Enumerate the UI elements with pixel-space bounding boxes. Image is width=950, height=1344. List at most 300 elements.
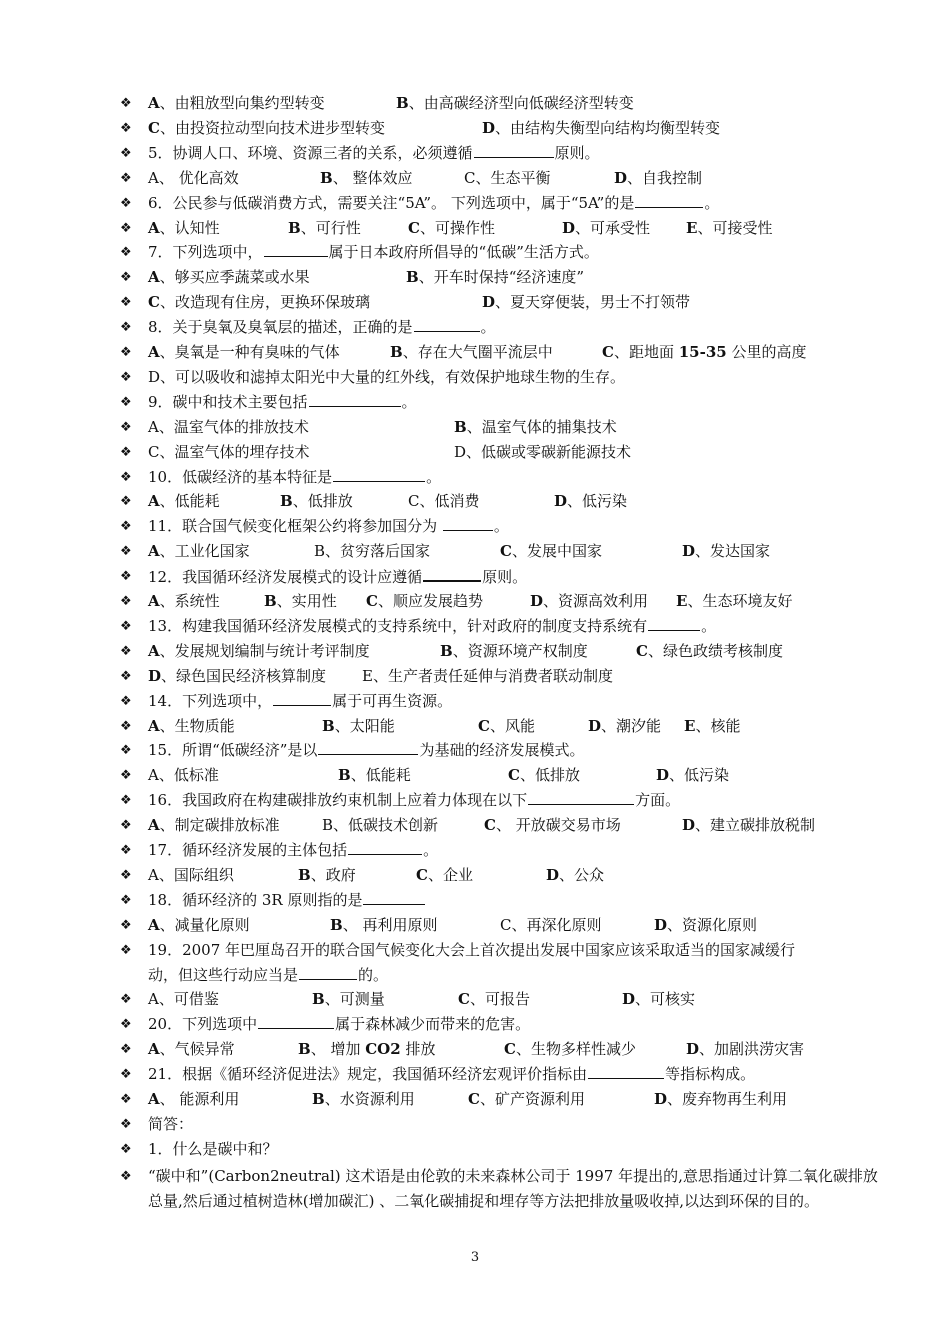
option-item xyxy=(312,987,385,1012)
option-label: D xyxy=(148,367,161,386)
option-item xyxy=(682,539,770,564)
answer-blank xyxy=(258,1012,334,1029)
bullet-icon: ❖ xyxy=(120,917,132,933)
option-item xyxy=(148,290,370,315)
question-tail: 属于森林减少而带来的危害。 xyxy=(335,1015,531,1034)
bullet-icon: ❖ xyxy=(120,668,132,684)
option-item xyxy=(504,1037,636,1062)
option-item xyxy=(656,763,729,788)
option-item xyxy=(314,539,430,564)
option-text: 、 再利用原则 xyxy=(342,915,438,934)
bullet-icon: ❖ xyxy=(120,96,132,111)
option-label: C xyxy=(636,641,648,660)
option-label: A xyxy=(148,94,160,112)
bullet-icon: ❖ xyxy=(120,1017,132,1033)
bullet-icon: ❖ xyxy=(120,892,132,908)
option-label: A xyxy=(148,168,159,187)
question-line xyxy=(120,365,880,390)
question-stem: 20．下列选项中 xyxy=(148,1015,258,1034)
question-line xyxy=(120,166,880,191)
option-item xyxy=(622,987,695,1012)
question-stem: 15．所谓“低碳经济”是以 xyxy=(148,741,318,760)
bullet-icon: ❖ xyxy=(120,1067,132,1083)
bullet-icon: ❖ xyxy=(120,768,132,784)
option-label: B xyxy=(322,716,335,735)
option-bold-text: 15-35 xyxy=(678,343,727,361)
option-text: 、存在大气圈平流层中 xyxy=(402,343,553,361)
question-line xyxy=(120,1112,880,1137)
bullet-icon: ❖ xyxy=(120,1168,132,1184)
question-stem: 1．什么是碳中和？ xyxy=(148,1139,278,1158)
option-item xyxy=(366,589,483,614)
option-label: B xyxy=(298,1040,311,1059)
option-text: 、可操作性 xyxy=(419,218,495,237)
answer-blank xyxy=(528,788,634,805)
option-label: C xyxy=(468,1090,480,1108)
option-label: D xyxy=(588,716,602,735)
option-text: 、加剧洪涝灾害 xyxy=(699,1040,805,1059)
option-text: 、由高碳经济型向低碳经济型转变 xyxy=(408,94,634,112)
question-stem: 动，但这些行动应当是 xyxy=(148,965,299,984)
option-text: 、认知性 xyxy=(159,218,220,237)
question-line xyxy=(120,987,880,1012)
option-text: 、制定碳排放标准 xyxy=(159,816,280,835)
option-bold-text: CO2 xyxy=(365,1040,401,1059)
answer-blank xyxy=(299,963,357,980)
question-stem: 5．协调人口、环境、资源三者的关系，必须遵循 xyxy=(148,143,473,162)
option-text: 、低污染 xyxy=(567,492,628,511)
option-label: D xyxy=(562,218,576,237)
option-text: 、废弃物再生利用 xyxy=(667,1090,788,1108)
answer-blank xyxy=(443,514,493,531)
option-label: D xyxy=(654,915,668,934)
question-tail: 为基础的经济发展模式。 xyxy=(419,741,585,760)
option-label: A xyxy=(148,816,160,835)
option-item xyxy=(148,813,280,838)
question-text xyxy=(148,1012,880,1037)
question-text xyxy=(148,1112,880,1137)
option-item xyxy=(602,340,807,365)
option-text: 、 能源利用 xyxy=(159,1090,240,1108)
option-label: B xyxy=(320,168,333,187)
option-text: 、生产者责任延伸与消费者联动制度 xyxy=(372,666,613,685)
option-label: A xyxy=(148,492,160,511)
option-text: 、企业 xyxy=(427,865,473,884)
option-label: C xyxy=(478,716,490,735)
bullet-icon: ❖ xyxy=(120,369,132,385)
question-stem: 17．循环经济发展的主体包括 xyxy=(148,841,348,859)
option-text: 、资源化原则 xyxy=(667,915,758,934)
option-item xyxy=(484,813,621,838)
question-text xyxy=(148,963,880,988)
question-line xyxy=(120,1137,880,1162)
answer-blank xyxy=(588,1062,664,1079)
option-text: 、发展中国家 xyxy=(511,542,602,561)
option-label: D xyxy=(148,666,162,685)
question-text xyxy=(148,191,880,216)
bullet-icon: ❖ xyxy=(120,295,132,311)
question-line xyxy=(120,963,880,988)
question-text xyxy=(148,390,880,415)
option-text: 、温室气体的埋存技术 xyxy=(159,442,310,461)
question-text xyxy=(148,514,880,539)
option-label: B xyxy=(298,865,311,884)
bullet-icon: ❖ xyxy=(120,419,132,435)
option-label: A xyxy=(148,592,160,610)
option-label: C xyxy=(408,492,420,511)
question-tail: 的。 xyxy=(358,965,389,984)
option-item xyxy=(148,863,234,888)
question-line xyxy=(120,465,880,490)
option-item xyxy=(148,116,385,141)
question-line xyxy=(120,340,880,365)
bullet-icon: ❖ xyxy=(120,992,132,1008)
option-label: C xyxy=(408,218,420,237)
option-label: E xyxy=(686,218,698,237)
option-text: 、水资源利用 xyxy=(324,1090,415,1108)
question-stem: 12．我国循环经济发展模式的设计应遵循 xyxy=(148,568,423,587)
option-label: A xyxy=(148,1090,160,1108)
option-label: D xyxy=(656,766,670,785)
option-label: B xyxy=(338,766,351,785)
option-text-tail: 排放 xyxy=(400,1040,436,1059)
option-text: 、太阳能 xyxy=(334,716,395,735)
option-item xyxy=(530,589,648,614)
option-item xyxy=(508,763,580,788)
question-line xyxy=(120,1062,880,1087)
option-item xyxy=(390,340,553,365)
option-item xyxy=(148,1037,235,1062)
bullet-icon: ❖ xyxy=(120,195,132,211)
option-item xyxy=(148,664,326,689)
option-text: 、实用性 xyxy=(276,592,337,610)
question-line xyxy=(120,91,880,116)
option-item xyxy=(684,714,740,739)
option-text: 、温室气体的排放技术 xyxy=(158,417,309,436)
question-line xyxy=(120,265,880,290)
option-text: 、 增加 xyxy=(310,1040,366,1059)
option-text: 、 整体效应 xyxy=(332,168,413,187)
option-text: 、由结构失衡型向结构均衡型转变 xyxy=(495,118,721,137)
question-tail: 。 xyxy=(401,392,417,411)
option-text: 、臭氧是一种有臭味的气体 xyxy=(159,343,340,361)
option-item xyxy=(478,714,535,739)
option-item xyxy=(338,763,411,788)
option-label: D xyxy=(482,293,496,312)
option-item xyxy=(148,216,220,241)
option-label: B xyxy=(264,592,277,610)
option-item xyxy=(454,440,631,465)
option-text: 、低能耗 xyxy=(350,766,411,785)
option-label: B xyxy=(330,915,343,934)
bullet-icon: ❖ xyxy=(120,494,132,510)
option-text: 、生态环境友好 xyxy=(687,592,793,610)
option-text: 、可核实 xyxy=(635,990,696,1009)
question-text xyxy=(148,838,880,863)
option-text: 、改造现有住房，更换环保玻璃 xyxy=(159,293,370,312)
answer-blank xyxy=(363,888,425,905)
question-line xyxy=(120,216,880,241)
option-text: 、低排放 xyxy=(519,766,580,785)
question-line xyxy=(120,589,880,614)
option-text-tail: 公里的高度 xyxy=(726,343,807,361)
option-label: A xyxy=(148,268,160,287)
option-text: 、绿色政绩考核制度 xyxy=(647,641,783,660)
option-item xyxy=(148,166,239,191)
option-label: D xyxy=(482,118,496,137)
option-text: 、气候异常 xyxy=(159,1040,235,1059)
option-item xyxy=(298,863,356,888)
option-item xyxy=(396,91,634,116)
option-label: B xyxy=(322,816,334,835)
option-label: A xyxy=(148,716,160,735)
option-label: B xyxy=(396,94,409,112)
question-stem: 11．联合国气候变化框架公约将参加国分为 xyxy=(148,517,442,536)
option-text: 、发达国家 xyxy=(695,542,771,561)
option-label: D xyxy=(654,1090,668,1108)
option-label: C xyxy=(148,118,160,137)
question-tail: 。 xyxy=(493,517,509,536)
answer-blank xyxy=(333,465,425,482)
question-stem: 19．2007 年巴厘岛召开的联合国气候变化大会上首次提出发展中国家应该采取适当的国家减缓行 xyxy=(148,940,796,959)
option-item xyxy=(408,216,495,241)
option-label: A xyxy=(148,990,159,1009)
option-item xyxy=(264,589,337,614)
question-line xyxy=(120,788,880,813)
option-label: C xyxy=(148,293,160,312)
option-text: 、温室气体的捕集技术 xyxy=(466,417,617,436)
option-text: 、可行性 xyxy=(300,218,361,237)
option-item xyxy=(500,539,602,564)
option-text: 、工业化国家 xyxy=(159,542,250,561)
question-tail: 原则。 xyxy=(482,568,528,587)
bullet-icon: ❖ xyxy=(120,1042,132,1058)
option-item xyxy=(482,116,720,141)
question-line xyxy=(120,763,880,788)
option-item xyxy=(330,913,437,938)
option-text: 、可以吸收和滤掉太阳光中大量的红外线，有效保护地球生物的生存。 xyxy=(160,367,626,386)
bullet-icon: ❖ xyxy=(120,718,132,734)
bullet-icon: ❖ xyxy=(120,1116,132,1132)
question-stem: 21．根据《循环经济促进法》规定，我国循环经济宏观评价指标由 xyxy=(148,1065,588,1084)
question-stem: 14．下列选项中， xyxy=(148,691,273,710)
option-text: 、可借鉴 xyxy=(158,990,219,1009)
question-tail: 等指标构成。 xyxy=(665,1065,756,1084)
bullet-icon: ❖ xyxy=(120,743,132,759)
bullet-icon: ❖ xyxy=(120,693,132,709)
answer-paragraph xyxy=(120,1164,890,1214)
option-text: 、贫穷落后国家 xyxy=(325,542,431,561)
option-item xyxy=(500,913,602,938)
question-line xyxy=(120,1037,880,1062)
option-label: C xyxy=(508,766,520,785)
option-text: 、政府 xyxy=(310,865,356,884)
option-label: A xyxy=(148,865,159,884)
bullet-icon: ❖ xyxy=(120,270,132,286)
question-stem: 6．公民参与低碳消费方式，需要关注“5A”。 下列选项中，属于“5A”的是 xyxy=(148,193,635,212)
option-text: 、可接受性 xyxy=(697,218,773,237)
option-item xyxy=(280,489,353,514)
option-text: 、低消费 xyxy=(419,492,480,511)
option-item xyxy=(654,913,757,938)
question-tail: 。 xyxy=(704,193,720,212)
option-text: 、低碳或零碳新能源技术 xyxy=(466,442,632,461)
question-text xyxy=(148,465,880,490)
bullet-icon: ❖ xyxy=(120,519,132,535)
option-text: 、低能耗 xyxy=(159,492,220,511)
option-text: 、核能 xyxy=(695,716,741,735)
answer-blank xyxy=(423,564,481,582)
option-text: 、系统性 xyxy=(159,592,220,610)
option-text: 、低排放 xyxy=(292,492,353,511)
bullet-icon: ❖ xyxy=(120,793,132,809)
option-text: 、减量化原则 xyxy=(159,915,250,934)
bullet-icon: ❖ xyxy=(120,120,132,136)
option-item xyxy=(440,639,588,664)
question-line xyxy=(120,1012,880,1037)
option-label: B xyxy=(440,641,453,660)
option-label: C xyxy=(602,343,614,361)
question-stem: 13．构建我国循环经济发展模式的支持系统中，针对政府的制度支持系统有 xyxy=(148,616,648,635)
option-item xyxy=(408,489,480,514)
question-text xyxy=(148,938,880,963)
option-text: 、绿色国民经济核算制度 xyxy=(161,666,327,685)
option-text: 、低碳技术创新 xyxy=(333,816,439,835)
option-item xyxy=(288,216,361,241)
option-text: 、矿产资源利用 xyxy=(479,1090,585,1108)
option-label: C xyxy=(366,592,378,610)
option-label: E xyxy=(684,716,696,735)
question-stem: 18．循环经济的 3R 原则指的是 xyxy=(148,890,363,909)
option-item xyxy=(676,589,792,614)
question-text xyxy=(148,788,880,813)
option-label: A xyxy=(148,417,159,436)
question-text xyxy=(148,689,880,714)
option-text: 、公众 xyxy=(559,865,605,884)
option-text: 、 开放碳交易市场 xyxy=(495,816,621,835)
answer-blank xyxy=(273,689,331,706)
option-label: B xyxy=(454,417,467,436)
option-item xyxy=(416,863,473,888)
option-text: 、低标准 xyxy=(158,766,219,785)
question-line xyxy=(120,440,880,465)
option-text: 、可承受性 xyxy=(575,218,651,237)
question-line xyxy=(120,863,880,888)
question-line xyxy=(120,315,880,340)
question-line xyxy=(120,689,880,714)
bullet-icon: ❖ xyxy=(120,145,132,161)
bullet-icon: ❖ xyxy=(120,220,132,236)
option-item xyxy=(322,714,395,739)
option-text: 、可报告 xyxy=(469,990,530,1009)
bullet-icon: ❖ xyxy=(120,444,132,460)
option-text: 、生态平衡 xyxy=(475,168,551,187)
option-label: B xyxy=(288,218,301,237)
bullet-icon: ❖ xyxy=(120,843,132,858)
question-line xyxy=(120,838,880,863)
bullet-icon: ❖ xyxy=(120,569,132,585)
option-label: C xyxy=(504,1040,516,1059)
bullet-icon: ❖ xyxy=(120,818,132,834)
option-item xyxy=(148,1087,239,1112)
option-item xyxy=(654,1087,787,1112)
option-label: C xyxy=(500,915,512,934)
answer-blank xyxy=(474,141,554,158)
question-tail: 方面。 xyxy=(635,791,681,810)
option-text: 、再深化原则 xyxy=(511,915,602,934)
option-item xyxy=(320,166,412,191)
option-item xyxy=(464,166,551,191)
question-line xyxy=(120,141,880,166)
question-line xyxy=(120,116,880,141)
bullet-icon: ❖ xyxy=(120,1141,132,1157)
question-tail: 属于日本政府所倡导的“低碳”生活方式。 xyxy=(328,243,599,262)
option-label: E xyxy=(676,592,688,610)
bullet-icon: ❖ xyxy=(120,345,132,360)
answer-blank xyxy=(309,390,401,407)
answer-blank xyxy=(648,614,700,631)
question-text xyxy=(148,888,880,913)
option-label: B xyxy=(280,492,293,511)
option-text: 、资源环境产权制度 xyxy=(452,641,588,660)
option-item xyxy=(686,216,772,241)
option-item xyxy=(686,1037,804,1062)
option-label: D xyxy=(622,990,636,1009)
question-text xyxy=(148,240,880,265)
question-line xyxy=(120,938,880,963)
answer-blank xyxy=(635,191,703,208)
option-text: 、 优化高效 xyxy=(158,168,239,187)
question-tail: 。 xyxy=(423,841,439,859)
option-text: 、开车时保持“经济速度” xyxy=(418,268,585,287)
option-label: B xyxy=(312,1090,325,1108)
option-label: D xyxy=(682,816,696,835)
option-item xyxy=(148,415,309,440)
option-text: 、生物多样性减少 xyxy=(515,1040,636,1059)
option-label: D xyxy=(614,168,628,187)
option-item xyxy=(546,863,604,888)
option-text: 、顺应发展趋势 xyxy=(377,592,483,610)
option-text: 、由粗放型向集约型转变 xyxy=(159,94,325,112)
bullet-icon: ❖ xyxy=(120,867,132,883)
question-line xyxy=(120,564,880,589)
option-text: 、可测量 xyxy=(324,990,385,1009)
option-label: B xyxy=(314,542,326,561)
option-label: D xyxy=(686,1040,700,1059)
option-label: D xyxy=(454,442,467,461)
option-label: D xyxy=(682,542,696,561)
question-line xyxy=(120,290,880,315)
option-label: B xyxy=(312,990,325,1009)
question-stem: 8．关于臭氧及臭氧层的描述，正确的是 xyxy=(148,318,413,337)
question-line xyxy=(120,415,880,440)
question-tail: 原则。 xyxy=(554,143,600,162)
question-line xyxy=(120,514,880,539)
option-item xyxy=(554,489,627,514)
option-item xyxy=(362,664,613,689)
option-item xyxy=(482,290,690,315)
question-text xyxy=(148,614,880,639)
option-item xyxy=(148,265,310,290)
option-item xyxy=(148,639,370,664)
option-text: 、距地面 xyxy=(613,343,679,361)
question-text xyxy=(148,1062,880,1087)
question-line xyxy=(120,714,880,739)
bullet-icon: ❖ xyxy=(120,618,132,634)
question-line xyxy=(120,489,880,514)
question-line xyxy=(120,913,880,938)
option-item xyxy=(148,340,340,365)
